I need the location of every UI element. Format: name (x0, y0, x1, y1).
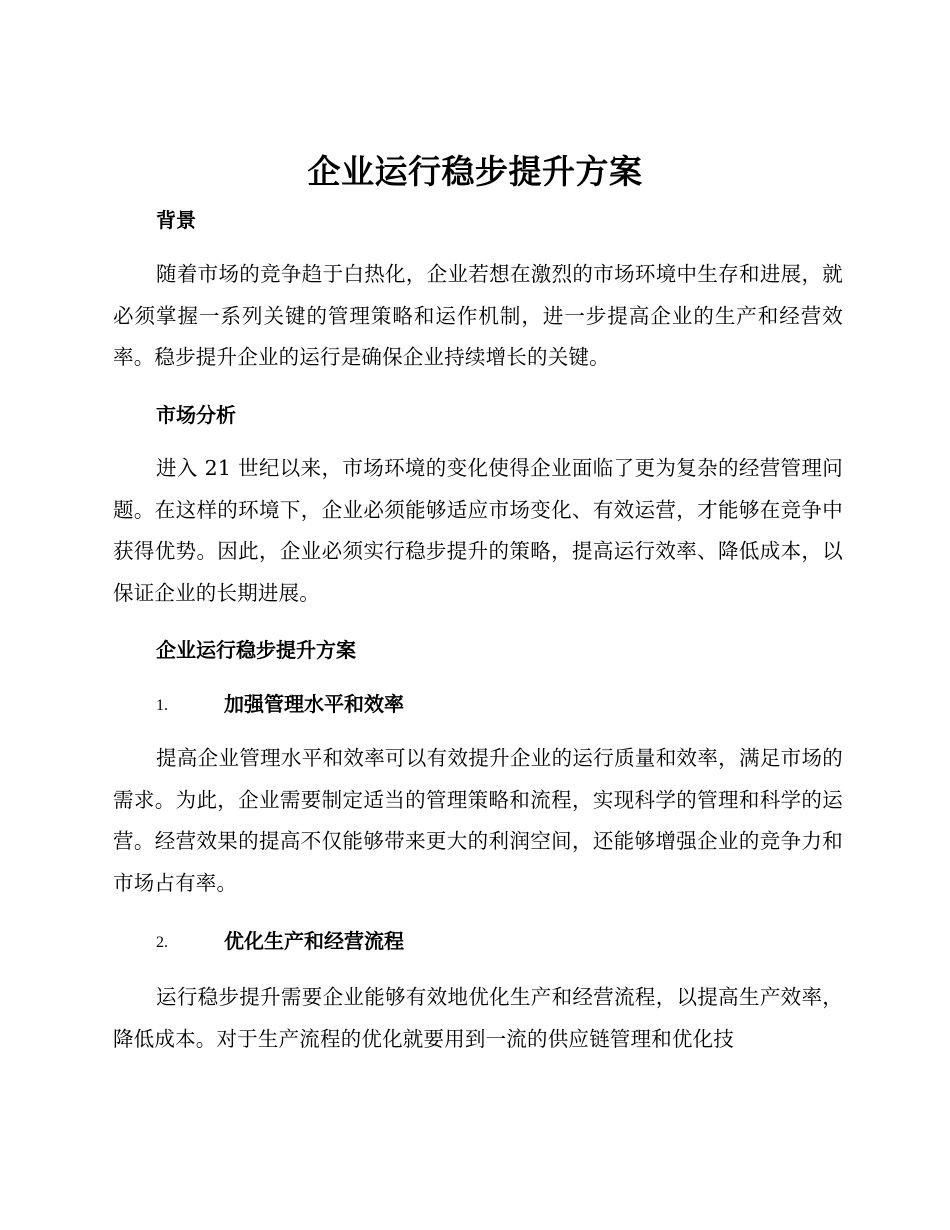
list-item-number-2: 2. (156, 934, 168, 951)
document-title: 企业运行稳步提升方案 (307, 152, 643, 191)
section-paragraph-market-analysis: 进入 21 世纪以来，市场环境的变化使得企业面临了更为复杂的经营管理问题。在这样的环境下，企业必须能够适应市场变化、有效运营，才能够在竞争中获得优势。因此，企业必须实行稳步提升的策略，提高运行效率、降低成本，以保证企业的长期进展。 (113, 456, 843, 605)
list-item-number-1: 1. (156, 697, 168, 714)
list-item-paragraph-1: 提高企业管理水平和效率可以有效提升企业的运行质量和效率，满足市场的需求。为此，企业需要制定适当的管理策略和流程，实现科学的管理和科学的运营。经营效果的提高不仅能够带来更大的利润空间，还能够增强企业的竞争力和市场占有率。 (113, 746, 843, 895)
section-heading-background: 背景 (156, 208, 196, 232)
section-heading-market-analysis: 市场分析 (156, 403, 236, 427)
section-heading-plan: 企业运行稳步提升方案 (156, 638, 356, 662)
list-item-heading-2: 优化生产和经营流程 (224, 929, 404, 953)
list-item-heading-1: 加强管理水平和效率 (224, 692, 404, 716)
list-item-paragraph-2: 运行稳步提升需要企业能够有效地优化生产和经营流程，以提高生产效率，降低成本。对于生产流程的优化就要用到一流的供应链管理和优化技 (113, 985, 843, 1051)
section-paragraph-background: 随着市场的竞争趋于白热化，企业若想在激烈的市场环境中生存和进展，就必须掌握一系列关键的管理策略和运作机制，进一步提高企业的生产和经营效率。稳步提升企业的运行是确保企业持续增长的关键。 (113, 262, 843, 369)
